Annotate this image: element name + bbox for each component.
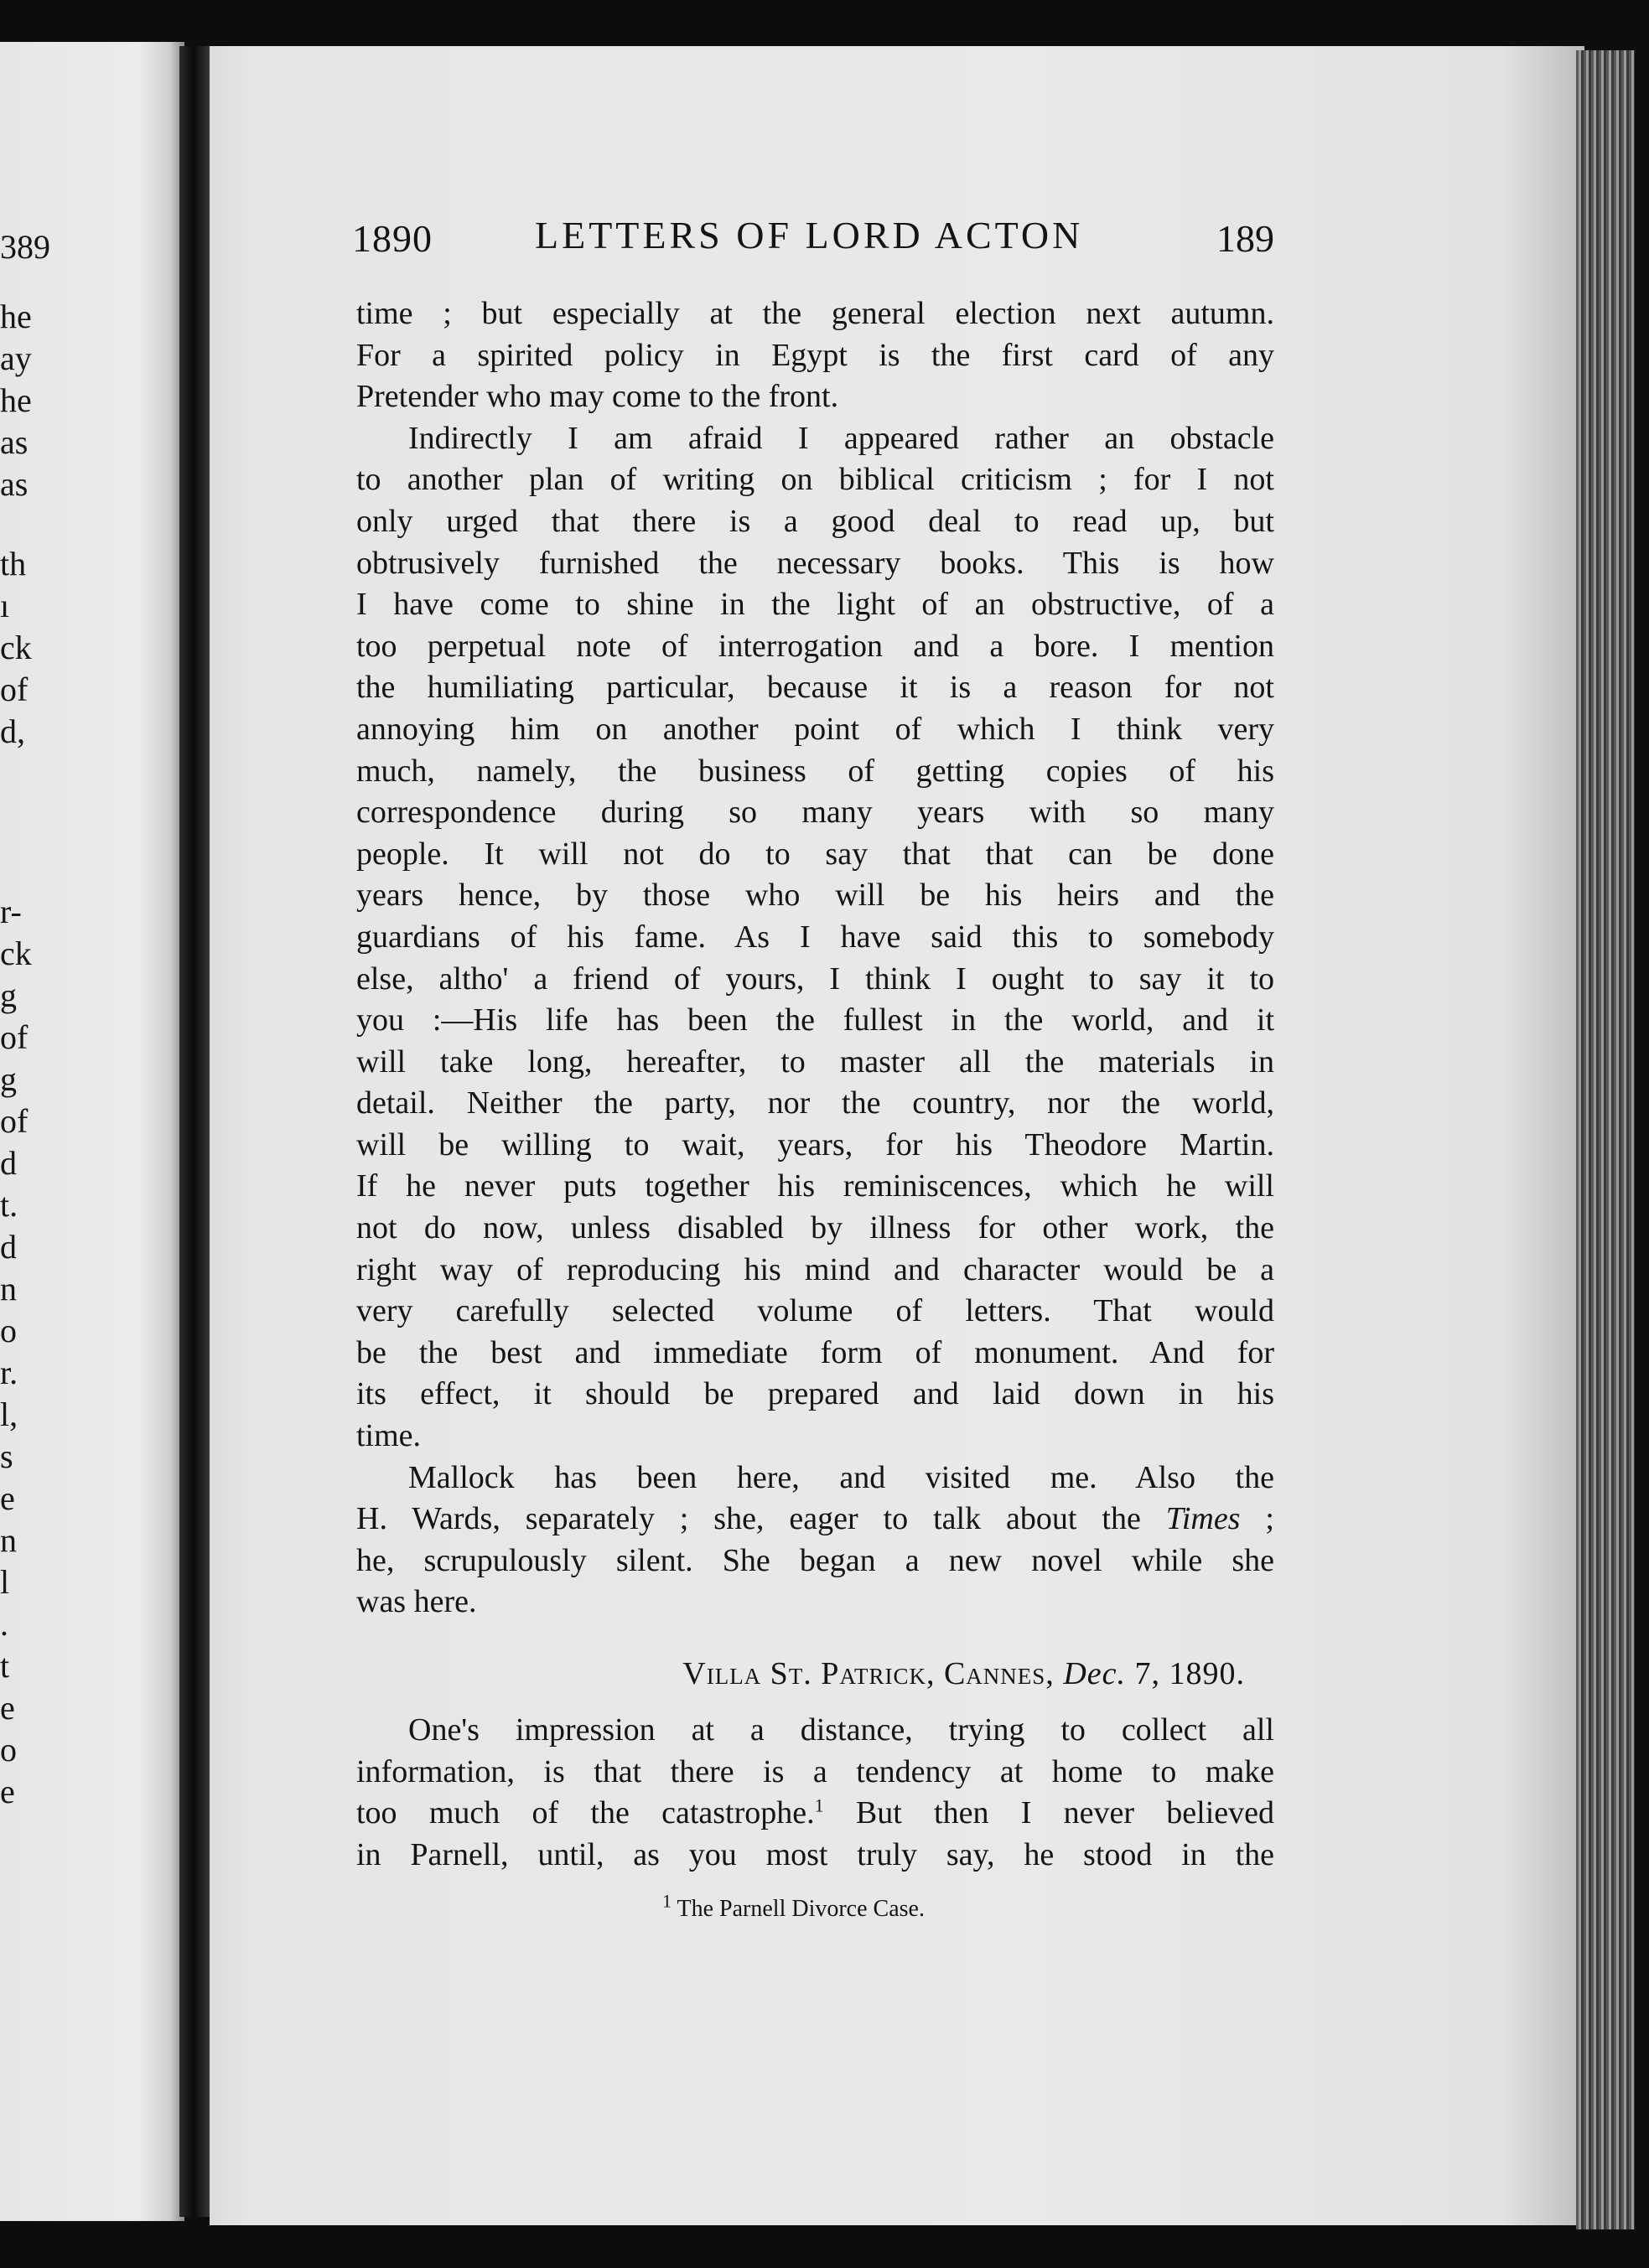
letter-dateline (356, 1655, 1245, 1692)
letter-body-2 (356, 1710, 1274, 1876)
facing-page-fragment: as (0, 423, 29, 461)
text-line: Indirectly I am afraid I appeared rather an obstacle (408, 420, 1274, 456)
facing-page-fragment: . (0, 1605, 8, 1643)
text-line: people. It will not do to say that that can be done (356, 836, 1274, 872)
dateline-day-year: 7, 1890. (1126, 1656, 1245, 1691)
facing-page-fragment: d (0, 1144, 17, 1182)
text-line: else, altho' a friend of yours, I think I ought to say it to (356, 961, 1274, 997)
facing-page-fragment: d (0, 1228, 17, 1266)
text-line: much, namely, the business of getting copies of his (356, 753, 1274, 789)
facing-page-fragment: t. (0, 1186, 18, 1224)
text-line: obtrusively furnished the necessary books. This is how (356, 545, 1274, 581)
text-line: correspondence during so many years with so many (356, 795, 1274, 831)
facing-page-fragment: ı (0, 587, 10, 624)
book-gutter (179, 46, 211, 2217)
text-line: annoying him on another point of which I think very (356, 711, 1274, 747)
facing-page-fragment: r. (0, 1354, 18, 1391)
text-line: too perpetual note of interrogation and a bore. I mention (356, 628, 1274, 664)
text-line: time. (356, 1418, 422, 1454)
text-line: only urged that there is a good deal to read up, but (356, 503, 1274, 539)
facing-page-fragment: l, (0, 1395, 18, 1433)
facing-page-fragment: o (0, 1731, 17, 1768)
text-line: he, scrupulously silent. She began a new novel while she (356, 1542, 1274, 1578)
footnote-text: The Parnell Divorce Case. (677, 1896, 925, 1922)
footnote-marker: 1 (662, 1890, 672, 1912)
facing-page-fragment: e (0, 1773, 15, 1810)
dateline-month: Dec. (1063, 1656, 1126, 1691)
letter-body (356, 293, 1274, 1623)
facing-page-fragment: t (0, 1647, 10, 1685)
text-line: in Parnell, until, as you most truly say, he stood in the (356, 1836, 1274, 1872)
footnote-ref: 1 (814, 1794, 824, 1816)
text-line: the humiliating particular, because it is a reason for not (356, 670, 1274, 706)
text-line: guardians of his fame. As I have said this to somebody (356, 919, 1274, 955)
facing-page-fragment: of (0, 671, 29, 708)
text-line: be the best and immediate form of monument. And for (356, 1334, 1274, 1370)
facing-page-fragment: r- (0, 893, 22, 930)
facing-page-fragment: l (0, 1563, 10, 1601)
dateline-place: Villa St. Patrick, Cannes, (682, 1656, 1055, 1691)
text-line: Pretender who may come to the front. (356, 379, 839, 415)
text-line: very carefully selected volume of letters. That would (356, 1293, 1274, 1329)
facing-page-fragment: ck (0, 935, 32, 972)
text-line: too much of the catastrophe.$^1$ But then I never believed (356, 1794, 1274, 1831)
facing-page-fragment: e (0, 1689, 15, 1727)
facing-page-fragment: he (0, 298, 32, 335)
facing-page-fragment: e (0, 1479, 15, 1517)
page-edges (1576, 50, 1635, 2229)
facing-page-fragment: as (0, 465, 29, 503)
text-line: H. Wards, separately ; she, eager to talk about the Times ; (356, 1501, 1274, 1537)
text-line: not do now, unless disabled by illness for other work, the (356, 1210, 1274, 1246)
facing-page-fragment: o (0, 1312, 17, 1349)
facing-page-fragment: he (0, 381, 32, 419)
text-line: will take long, hereafter, to master all the materials in (356, 1043, 1274, 1080)
facing-page-fragment: th (0, 545, 27, 583)
page-number: 189 (1216, 217, 1274, 260)
facing-page-fragment: 389 (0, 228, 50, 266)
footnote (662, 1890, 925, 1923)
text-line: One's impression at a distance, trying to collect all (408, 1712, 1274, 1748)
times-title: Times (1165, 1501, 1241, 1537)
facing-page-fragment: ay (0, 339, 32, 377)
text-line: its effect, it should be prepared and laid down in his (356, 1376, 1274, 1412)
facing-page-fragment: g (0, 1060, 17, 1098)
text-line: was here. (356, 1584, 477, 1620)
text-line: If he never puts together his reminiscences, which he will (356, 1168, 1274, 1204)
text-line: detail. Neither the party, nor the country, nor the world, (356, 1085, 1274, 1121)
facing-page-fragment: d, (0, 712, 25, 750)
text-line: For a spirited policy in Egypt is the first card of any (356, 337, 1274, 373)
text-line: right way of reproducing his mind and character would be a (356, 1251, 1274, 1287)
text-line: to another plan of writing on biblical criticism ; for I not (356, 462, 1274, 498)
text-line: time ; but especially at the general election next autumn. (356, 296, 1274, 331)
facing-page-fragment: s (0, 1437, 13, 1475)
text-line: information, is that there is a tendency at home to make (356, 1753, 1274, 1789)
running-head-year: 1890 (352, 217, 433, 260)
facing-page-fragment: ck (0, 629, 32, 666)
text-line: you :—His life has been the fullest in the world, and it (356, 1002, 1274, 1038)
facing-page-fragment: of (0, 1102, 29, 1140)
facing-page-fragment: g (0, 976, 17, 1014)
running-head (352, 213, 1274, 267)
facing-page-fragment: n (0, 1521, 17, 1559)
text-line: will be willing to wait, years, for his Theodore Martin. (356, 1126, 1274, 1162)
facing-page-fragment: n (0, 1270, 17, 1307)
running-head-title: LETTERS OF LORD ACTON (535, 214, 1084, 256)
text-line: I have come to shine in the light of an obstructive, of a (356, 587, 1274, 623)
text-line: years hence, by those who will be his heirs and the (356, 878, 1274, 914)
facing-page-fragment: of (0, 1018, 29, 1056)
text-line: Mallock has been here, and visited me. Also the (408, 1459, 1274, 1495)
